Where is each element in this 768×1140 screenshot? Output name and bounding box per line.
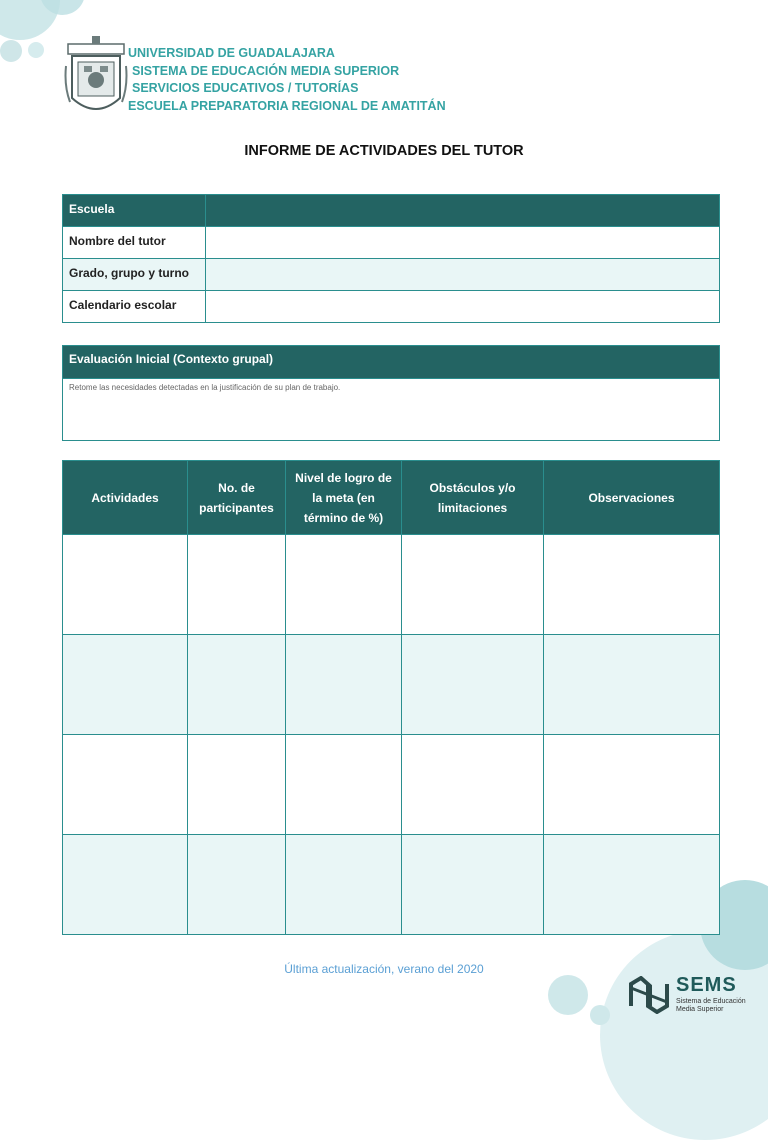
info-label: Escuela <box>63 195 206 227</box>
table-cell[interactable] <box>286 635 402 735</box>
footer-update-note: Última actualización, verano del 2020 <box>284 962 484 976</box>
column-header-achievement: Nivel de logro de la meta (en término de %) <box>286 461 402 535</box>
decorative-circle <box>0 40 22 62</box>
activities-table <box>62 460 720 935</box>
header-text <box>128 45 446 115</box>
table-cell[interactable] <box>188 835 286 935</box>
table-row <box>63 735 720 835</box>
decorative-circle <box>590 1005 610 1025</box>
table-cell[interactable] <box>286 735 402 835</box>
info-row-school <box>63 195 720 227</box>
column-header-activities: Actividades <box>63 461 188 535</box>
info-value-field[interactable] <box>206 291 720 323</box>
info-label: Grado, grupo y turno <box>63 259 206 291</box>
decorative-circle <box>548 975 588 1015</box>
evaluation-heading: Evaluación Inicial (Contexto grupal) <box>63 346 720 379</box>
header-line-system: SISTEMA DE EDUCACIÓN MEDIA SUPERIOR <box>132 63 400 78</box>
table-cell[interactable] <box>544 535 720 635</box>
table-row <box>63 835 720 935</box>
table-row <box>63 535 720 635</box>
sems-logo-icon <box>628 976 670 1014</box>
info-label: Nombre del tutor <box>63 227 206 259</box>
page-title: INFORME DE ACTIVIDADES DEL TUTOR <box>244 143 524 159</box>
table-cell[interactable] <box>544 635 720 735</box>
table-cell[interactable] <box>544 835 720 935</box>
table-cell[interactable] <box>188 635 286 735</box>
table-cell[interactable] <box>63 735 188 835</box>
column-header-observations: Observaciones <box>544 461 720 535</box>
table-cell[interactable] <box>402 835 544 935</box>
info-label: Calendario escolar <box>63 291 206 323</box>
table-cell[interactable] <box>188 735 286 835</box>
table-cell[interactable] <box>286 535 402 635</box>
header-line-university: UNIVERSIDAD DE GUADALAJARA <box>128 46 335 60</box>
column-header-obstacles: Obstáculos y/o limitaciones <box>402 461 544 535</box>
table-cell[interactable] <box>63 635 188 735</box>
sems-logo-subtitle: Sistema de Educación Media Superior <box>676 998 746 1013</box>
table-cell[interactable] <box>188 535 286 635</box>
decorative-circle <box>28 42 44 58</box>
column-header-participants: No. de participantes <box>188 461 286 535</box>
table-cell[interactable] <box>63 835 188 935</box>
university-crest-icon <box>64 36 128 122</box>
info-value-field[interactable] <box>206 259 720 291</box>
table-row <box>63 635 720 735</box>
header-line-services: SERVICIOS EDUCATIVOS / TUTORÍAS <box>132 81 359 95</box>
evaluation-field[interactable]: Retome las necesidades detectadas en la justificación de su plan de trabajo. <box>63 379 720 441</box>
evaluation-table <box>62 345 720 441</box>
info-value-field[interactable] <box>206 227 720 259</box>
info-table <box>62 194 720 323</box>
table-cell[interactable] <box>544 735 720 835</box>
header-line-school: ESCUELA PREPARATORIA REGIONAL DE AMATITÁN <box>128 98 446 113</box>
table-cell[interactable] <box>402 635 544 735</box>
table-cell[interactable] <box>402 535 544 635</box>
info-row-calendar <box>63 291 720 323</box>
table-cell[interactable] <box>286 835 402 935</box>
info-row-grade <box>63 259 720 291</box>
table-cell[interactable] <box>63 535 188 635</box>
sems-logo-text: SEMS <box>676 974 737 996</box>
info-row-tutor <box>63 227 720 259</box>
info-value-field[interactable] <box>206 195 720 227</box>
table-cell[interactable] <box>402 735 544 835</box>
